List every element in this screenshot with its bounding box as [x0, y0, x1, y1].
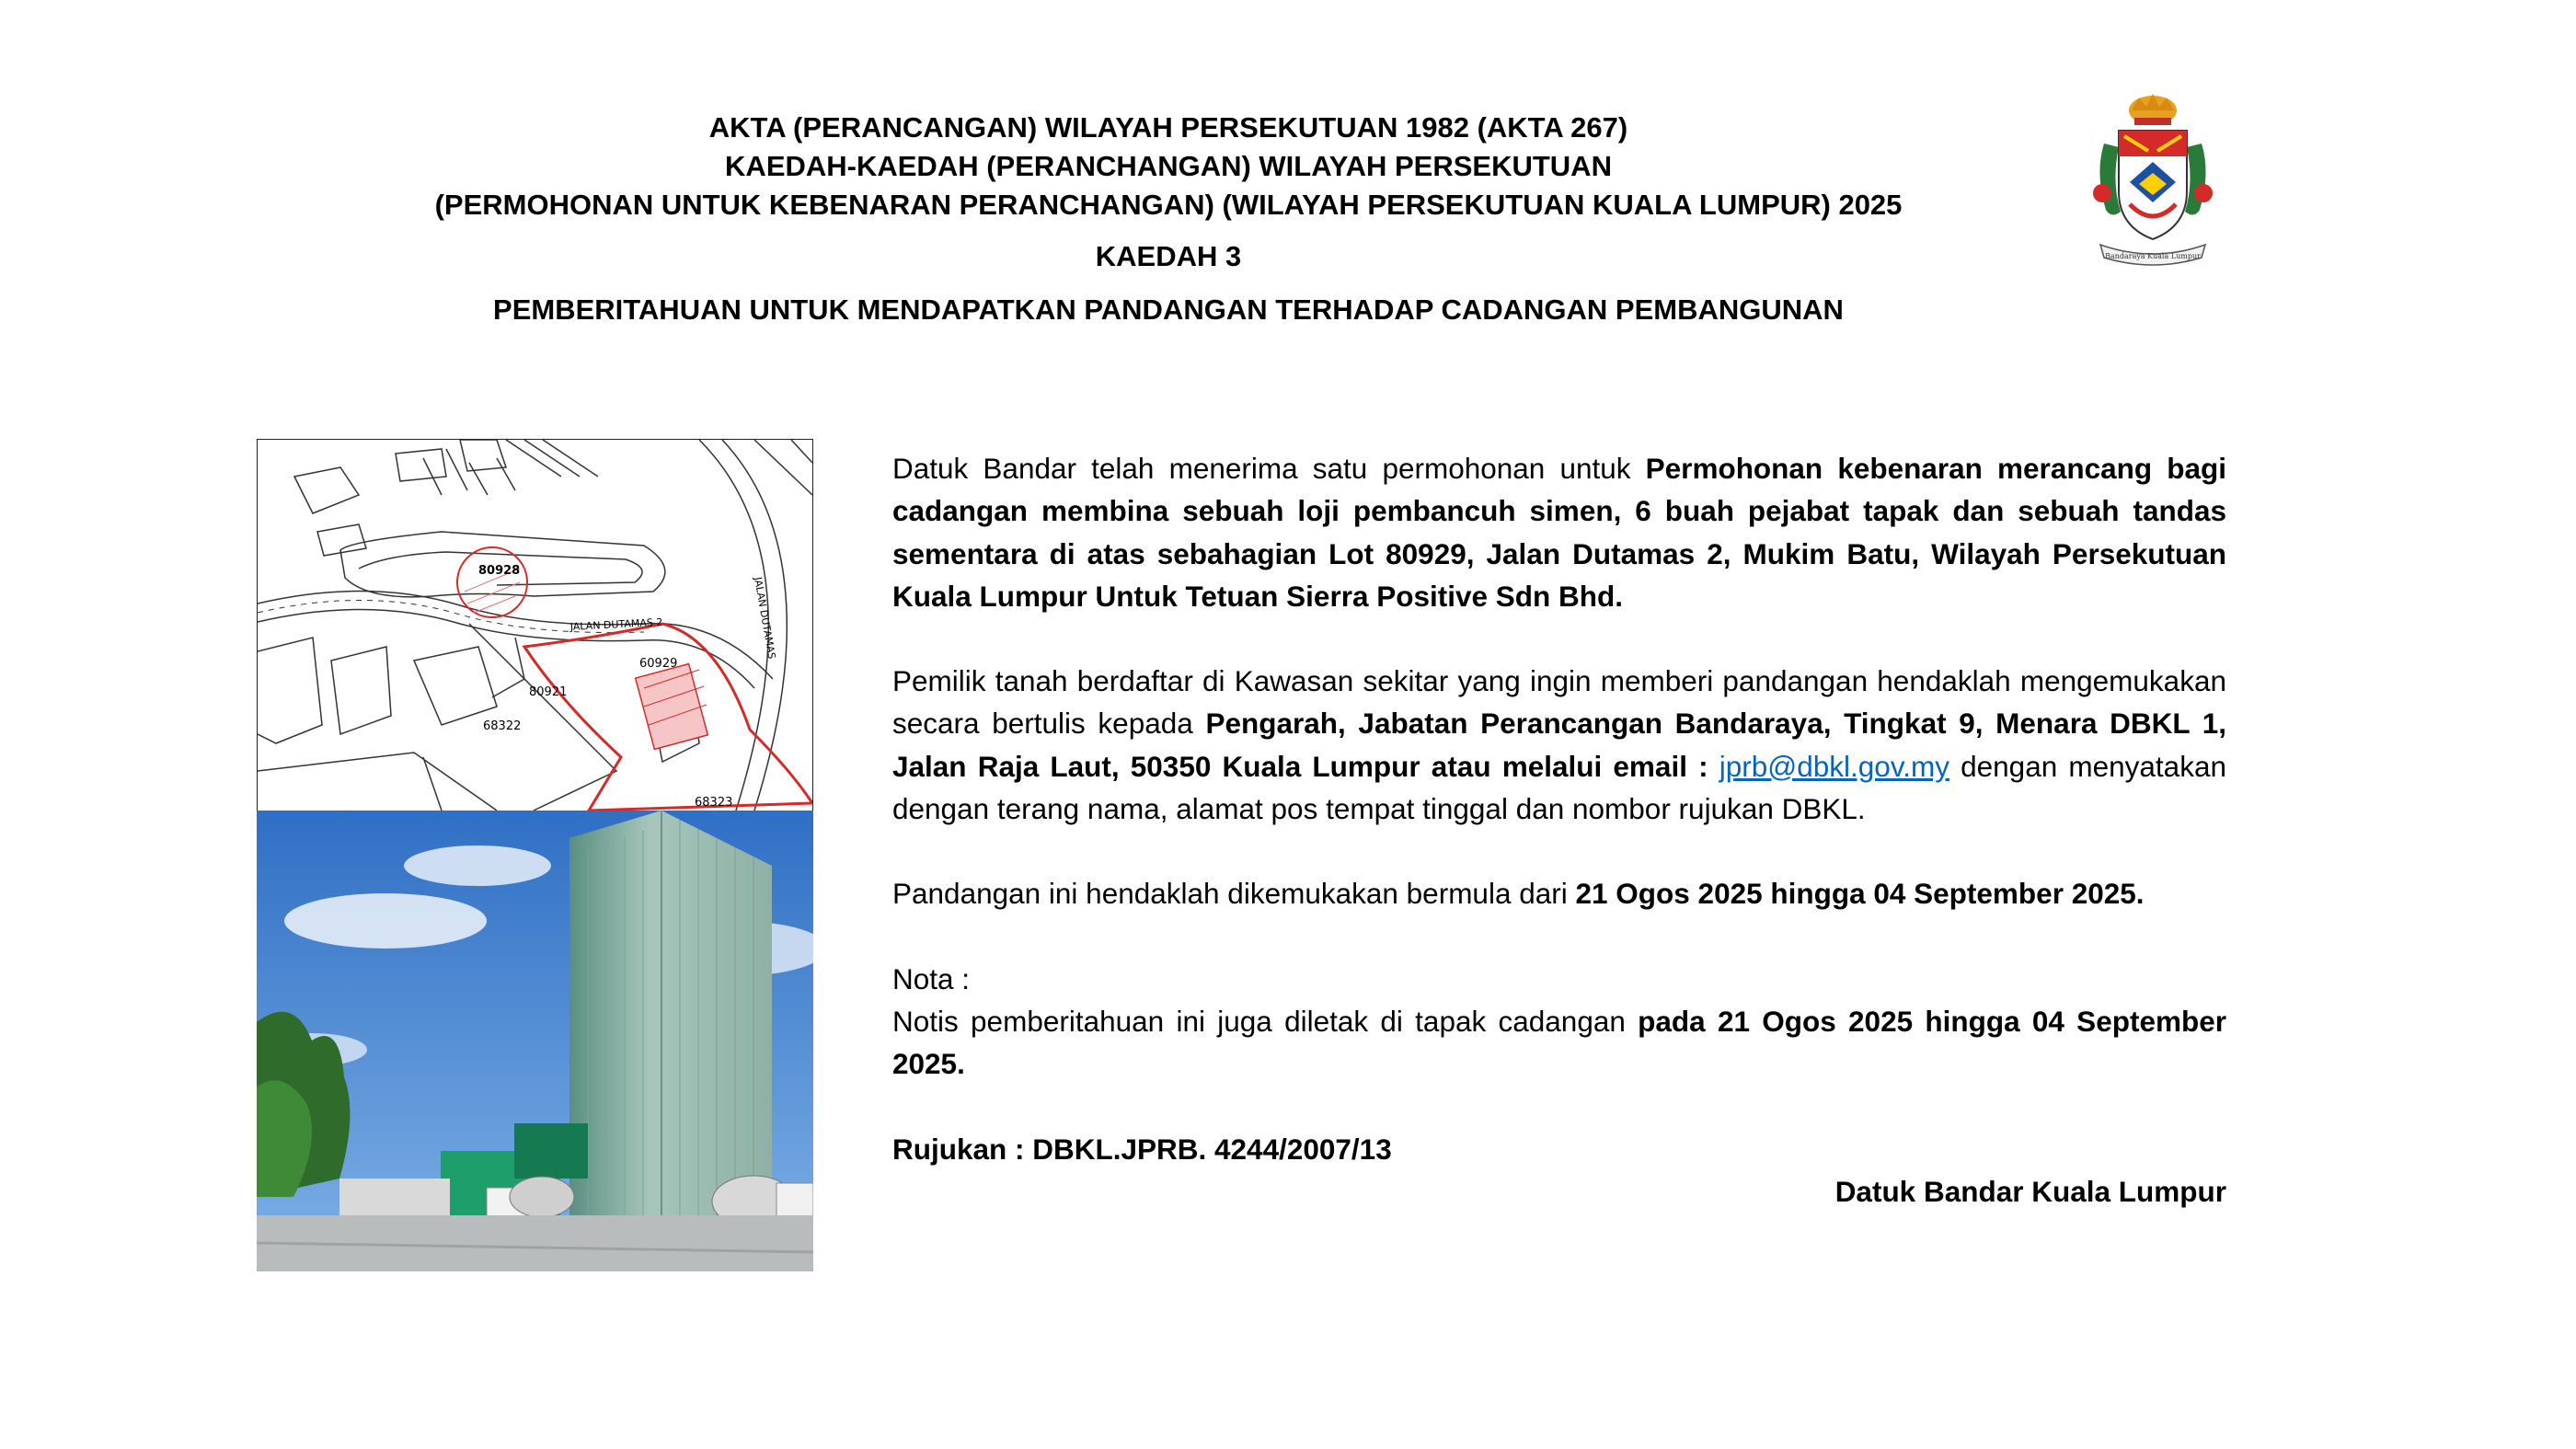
signoff: Datuk Bandar Kuala Lumpur: [1834, 1174, 2226, 1208]
application-intro: Datuk Bandar telah menerima satu permohonan untuk: [892, 452, 1646, 485]
kaedah-number: KAEDAH 3: [1095, 240, 1242, 272]
submission-tail: dengan menyatakan dengan terang nama, alamat pos tempat tinggal dan nombor rujukan DBKL.: [892, 749, 2226, 826]
nota-intro: Notis pemberitahuan ini juga diletak di tapak cadangan: [892, 1004, 1639, 1038]
lot-label-68323: 68323: [695, 796, 733, 810]
road-label-dutamas: JALAN DUTAMAS: [752, 576, 778, 661]
reference-number: Rujukan : DBKL.JPRB. 4244/2007/13: [892, 1132, 1392, 1166]
notice-header: [276, 109, 2061, 329]
lot-label-60929: 60929: [639, 657, 678, 671]
notice-body: [892, 447, 2226, 1255]
road-label-dutamas-2: JALAN DUTAMAS 2: [569, 615, 663, 633]
period-intro: Pandangan ini hendaklah dikemukakan bermula dari: [892, 877, 1576, 911]
act-title: AKTA (PERANCANGAN) WILAYAH PERSEKUTUAN 1982 (AKTA 267): [708, 111, 1628, 144]
crest-motto: Bandaraya Kuala Lumpur: [2105, 252, 2201, 260]
notice-title: PEMBERITAHUAN UNTUK MENDAPATKAN PANDANGAN TERHADAP CADANGAN PEMBANGUNAN: [493, 293, 1844, 326]
nota-dates: pada 21 Ogos 2025 hingga 04 September 2025.: [892, 1004, 2226, 1081]
submission-address: Pengarah, Jabatan Perancangan Bandaraya, Tingkat 9, Menara DBKL 1, Jalan Raja Laut, 50350 Kuala Lumpur atau melalui email :: [892, 707, 2226, 783]
site-figure: [257, 439, 813, 1271]
email-link[interactable]: jprb@dbkl.gov.my: [1719, 749, 1949, 783]
cement-plant-photo: [257, 811, 813, 1271]
rules-subtitle: (PERMOHONAN UNTUK KEBENARAN PERANCHANGAN) (WILAYAH PERSEKUTUAN KUALA LUMPUR) 2025: [434, 189, 1903, 221]
dbkl-crest-logo: [2084, 90, 2222, 274]
site-plan-drawing: [258, 440, 812, 811]
lot-label-80921: 80921: [529, 685, 568, 699]
application-description: Permohonan kebenaran merancang bagi cadangan membina sebuah loji pembancuh simen, 6 buah pejabat tapak dan sebuah tandas sementara di atas sebahagian Lot 80929, Jalan Dutamas 2, Mukim Batu, Wilayah Persekutuan Kuala Lumpur Untuk Tetuan Sierra Positive Sdn Bhd.: [892, 452, 2226, 613]
site-photo: [257, 811, 813, 1271]
submission-paragraph: [892, 660, 2226, 830]
lot-label-80928: 80928: [478, 564, 521, 578]
period-paragraph: [892, 872, 2226, 914]
application-paragraph: [892, 447, 2226, 617]
lot-label-68322: 68322: [483, 719, 522, 733]
submission-intro: Pemilik tanah berdaftar di Kawasan sekitar yang ingin memberi pandangan hendaklah mengemukakan secara bertulis kepada: [892, 664, 2226, 741]
nota-paragraph: [892, 1000, 2226, 1086]
nota-label: Nota :: [892, 961, 971, 995]
period-dates: 21 Ogos 2025 hingga 04 September 2025.: [1575, 877, 2145, 911]
reference-line: [892, 1128, 2226, 1170]
rules-title: KAEDAH-KAEDAH (PERANCHANGAN) WILAYAH PERSEKUTUAN: [725, 150, 1612, 182]
site-location-map: [257, 439, 813, 811]
